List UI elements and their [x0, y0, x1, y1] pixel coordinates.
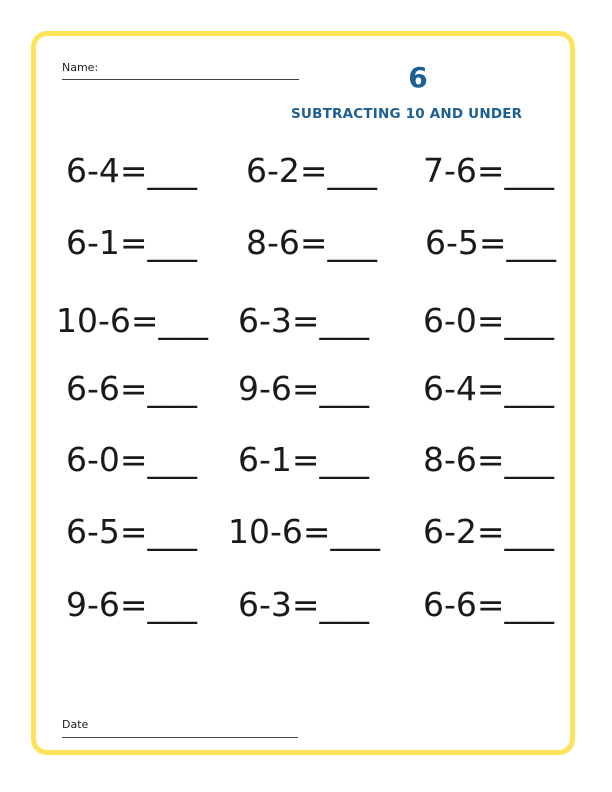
problem-r7-c2: 6-3=___ — [238, 585, 370, 624]
focus-number: 6 — [408, 61, 428, 94]
problem-r2-c3: 6-5=___ — [425, 223, 557, 262]
problem-r3-c3: 6-0=___ — [423, 301, 555, 340]
problem-r2-c1: 6-1=___ — [66, 223, 198, 262]
problem-r1-c3: 7-6=___ — [423, 151, 555, 190]
problem-r7-c1: 9-6=___ — [66, 585, 198, 624]
date-field-line[interactable] — [62, 737, 298, 738]
problem-r3-c2: 6-3=___ — [238, 301, 370, 340]
problem-r6-c3: 6-2=___ — [423, 512, 555, 551]
problem-r1-c1: 6-4=___ — [66, 151, 198, 190]
name-label: Name: — [62, 61, 99, 74]
problem-r4-c3: 6-4=___ — [423, 369, 555, 408]
problem-r5-c1: 6-0=___ — [66, 440, 198, 479]
worksheet-title: SUBTRACTING 10 AND UNDER — [291, 106, 523, 122]
problem-r1-c2: 6-2=___ — [246, 151, 378, 190]
name-field-line[interactable] — [62, 79, 299, 80]
problem-r5-c3: 8-6=___ — [423, 440, 555, 479]
problem-r7-c3: 6-6=___ — [423, 585, 555, 624]
problem-r3-c1: 10-6=___ — [56, 301, 209, 340]
problem-r2-c2: 8-6=___ — [246, 223, 378, 262]
problem-r6-c2: 10-6=___ — [228, 512, 381, 551]
problem-r5-c2: 6-1=___ — [238, 440, 370, 479]
problem-r4-c1: 6-6=___ — [66, 369, 198, 408]
date-label: Date — [62, 718, 89, 731]
problem-r6-c1: 6-5=___ — [66, 512, 198, 551]
problem-r4-c2: 9-6=___ — [238, 369, 370, 408]
